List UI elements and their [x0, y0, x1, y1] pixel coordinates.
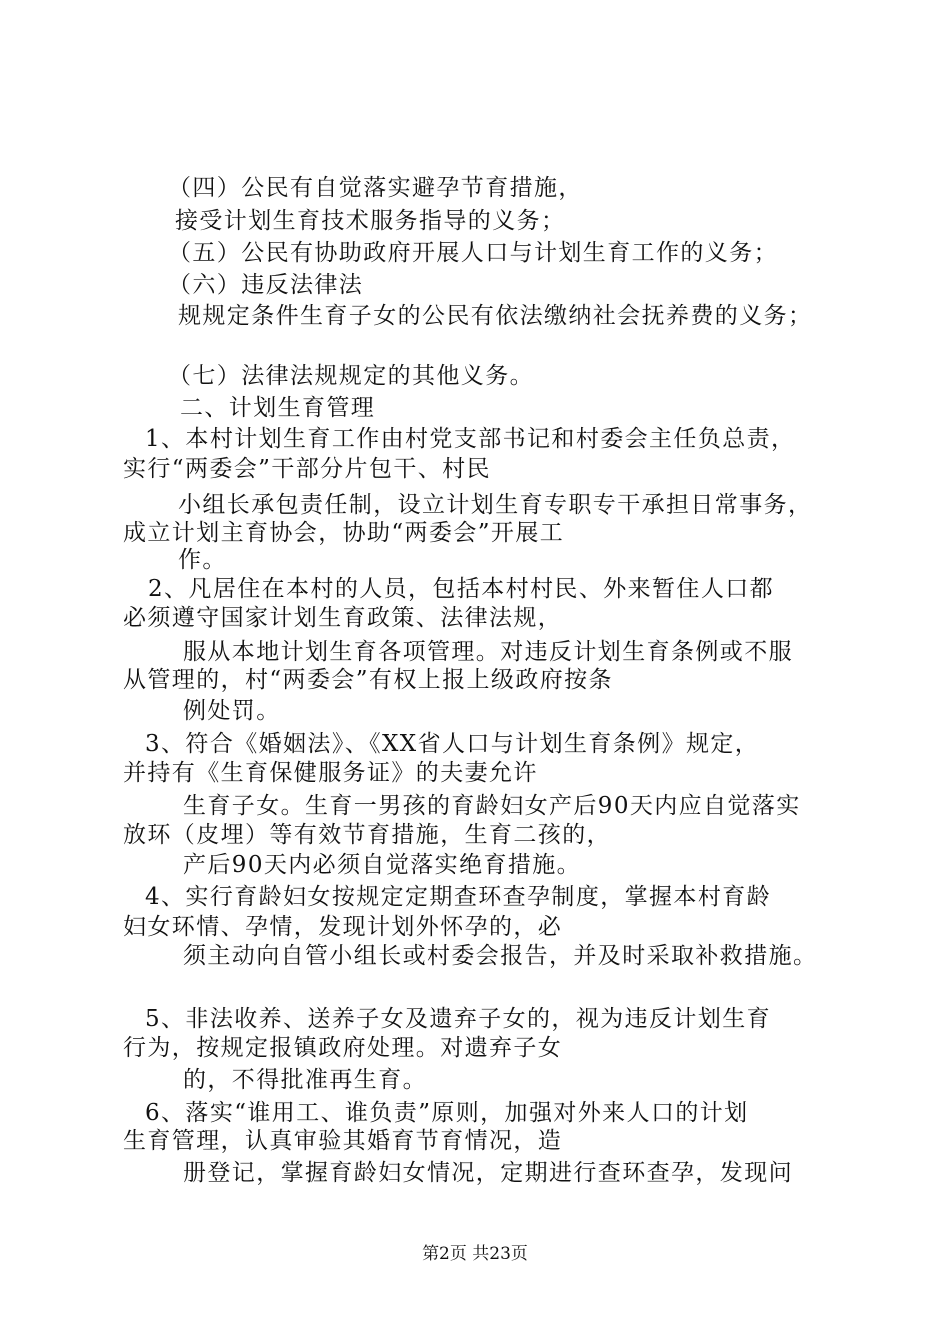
text-line: 的，不得批准再生育。 [183, 1067, 427, 1093]
text-line: 例处罚。 [183, 698, 281, 724]
text-line: 5、非法收养、送养子女及遗弃子女的，视为违反计划生育 [145, 1006, 772, 1032]
text-line: 并持有《生育保健服务证》的夫妻允许 [123, 760, 538, 786]
text-line: 服从本地计划生育各项管理。对违反计划生育条例或不服 [183, 639, 793, 665]
text-line: （四）公民有自觉落实避孕节育措施， [168, 175, 583, 201]
text-line: 成立计划主育协会，协助“两委会”开展工 [123, 520, 565, 546]
text-line: 4、实行育龄妇女按规定定期查环查孕制度，掌握本村育龄 [145, 884, 772, 910]
text-line: 规规定条件生育子女的公民有依法缴纳社会抚养费的义务； [178, 303, 813, 329]
text-line: 生育子女。生育一男孩的育龄妇女产后90天内应自觉落实 [183, 793, 801, 819]
text-line: 2、凡居住在本村的人员，包括本村村民、外来暂住人口都 [148, 576, 775, 602]
page-number-footer: 第2页 共23页 [422, 1244, 528, 1264]
text-line: 小组长承包责任制，设立计划生育专职专干承担日常事务， [178, 492, 813, 518]
text-line: （六）违反法律法 [168, 272, 364, 298]
text-line: 作。 [178, 547, 227, 573]
text-line: 实行“两委会”干部分片包干、村民 [123, 456, 491, 482]
text-line: 必须遵守国家计划生育政策、法律法规， [123, 605, 563, 631]
text-line: 二、计划生育管理 [180, 395, 376, 421]
text-line: 3、符合《婚姻法》、《XX省人口与计划生育条例》规定， [145, 731, 760, 757]
text-line: 接受计划生育技术服务指导的义务； [175, 208, 566, 234]
text-line: 6、落实“谁用工、谁负责”原则，加强对外来人口的计划 [145, 1100, 749, 1126]
text-line: 生育管理，认真审验其婚育节育情况，造 [123, 1128, 563, 1154]
text-line: 册登记，掌握育龄妇女情况，定期进行查环查孕，发现问 [183, 1160, 793, 1186]
text-line: 1、本村计划生育工作由村党支部书记和村委会主任负总责， [145, 426, 796, 452]
text-line: 须主动向自管小组长或村委会报告，并及时采取补救措施。 [183, 943, 818, 969]
text-line: （五）公民有协助政府开展人口与计划生育工作的义务； [168, 240, 778, 266]
text-line: 从管理的，村“两委会”有权上报上级政府按条 [123, 667, 613, 693]
text-line: 放环（皮埋）等有效节育措施，生育二孩的， [123, 822, 611, 848]
text-line: （七）法律法规规定的其他义务。 [168, 363, 534, 389]
text-line: 妇女环情、孕情，发现计划外怀孕的，必 [123, 914, 563, 940]
text-line: 行为，按规定报镇政府处理。对遗弃子女 [123, 1035, 563, 1061]
text-line: 产后90天内必须自觉落实绝育措施。 [183, 852, 582, 878]
